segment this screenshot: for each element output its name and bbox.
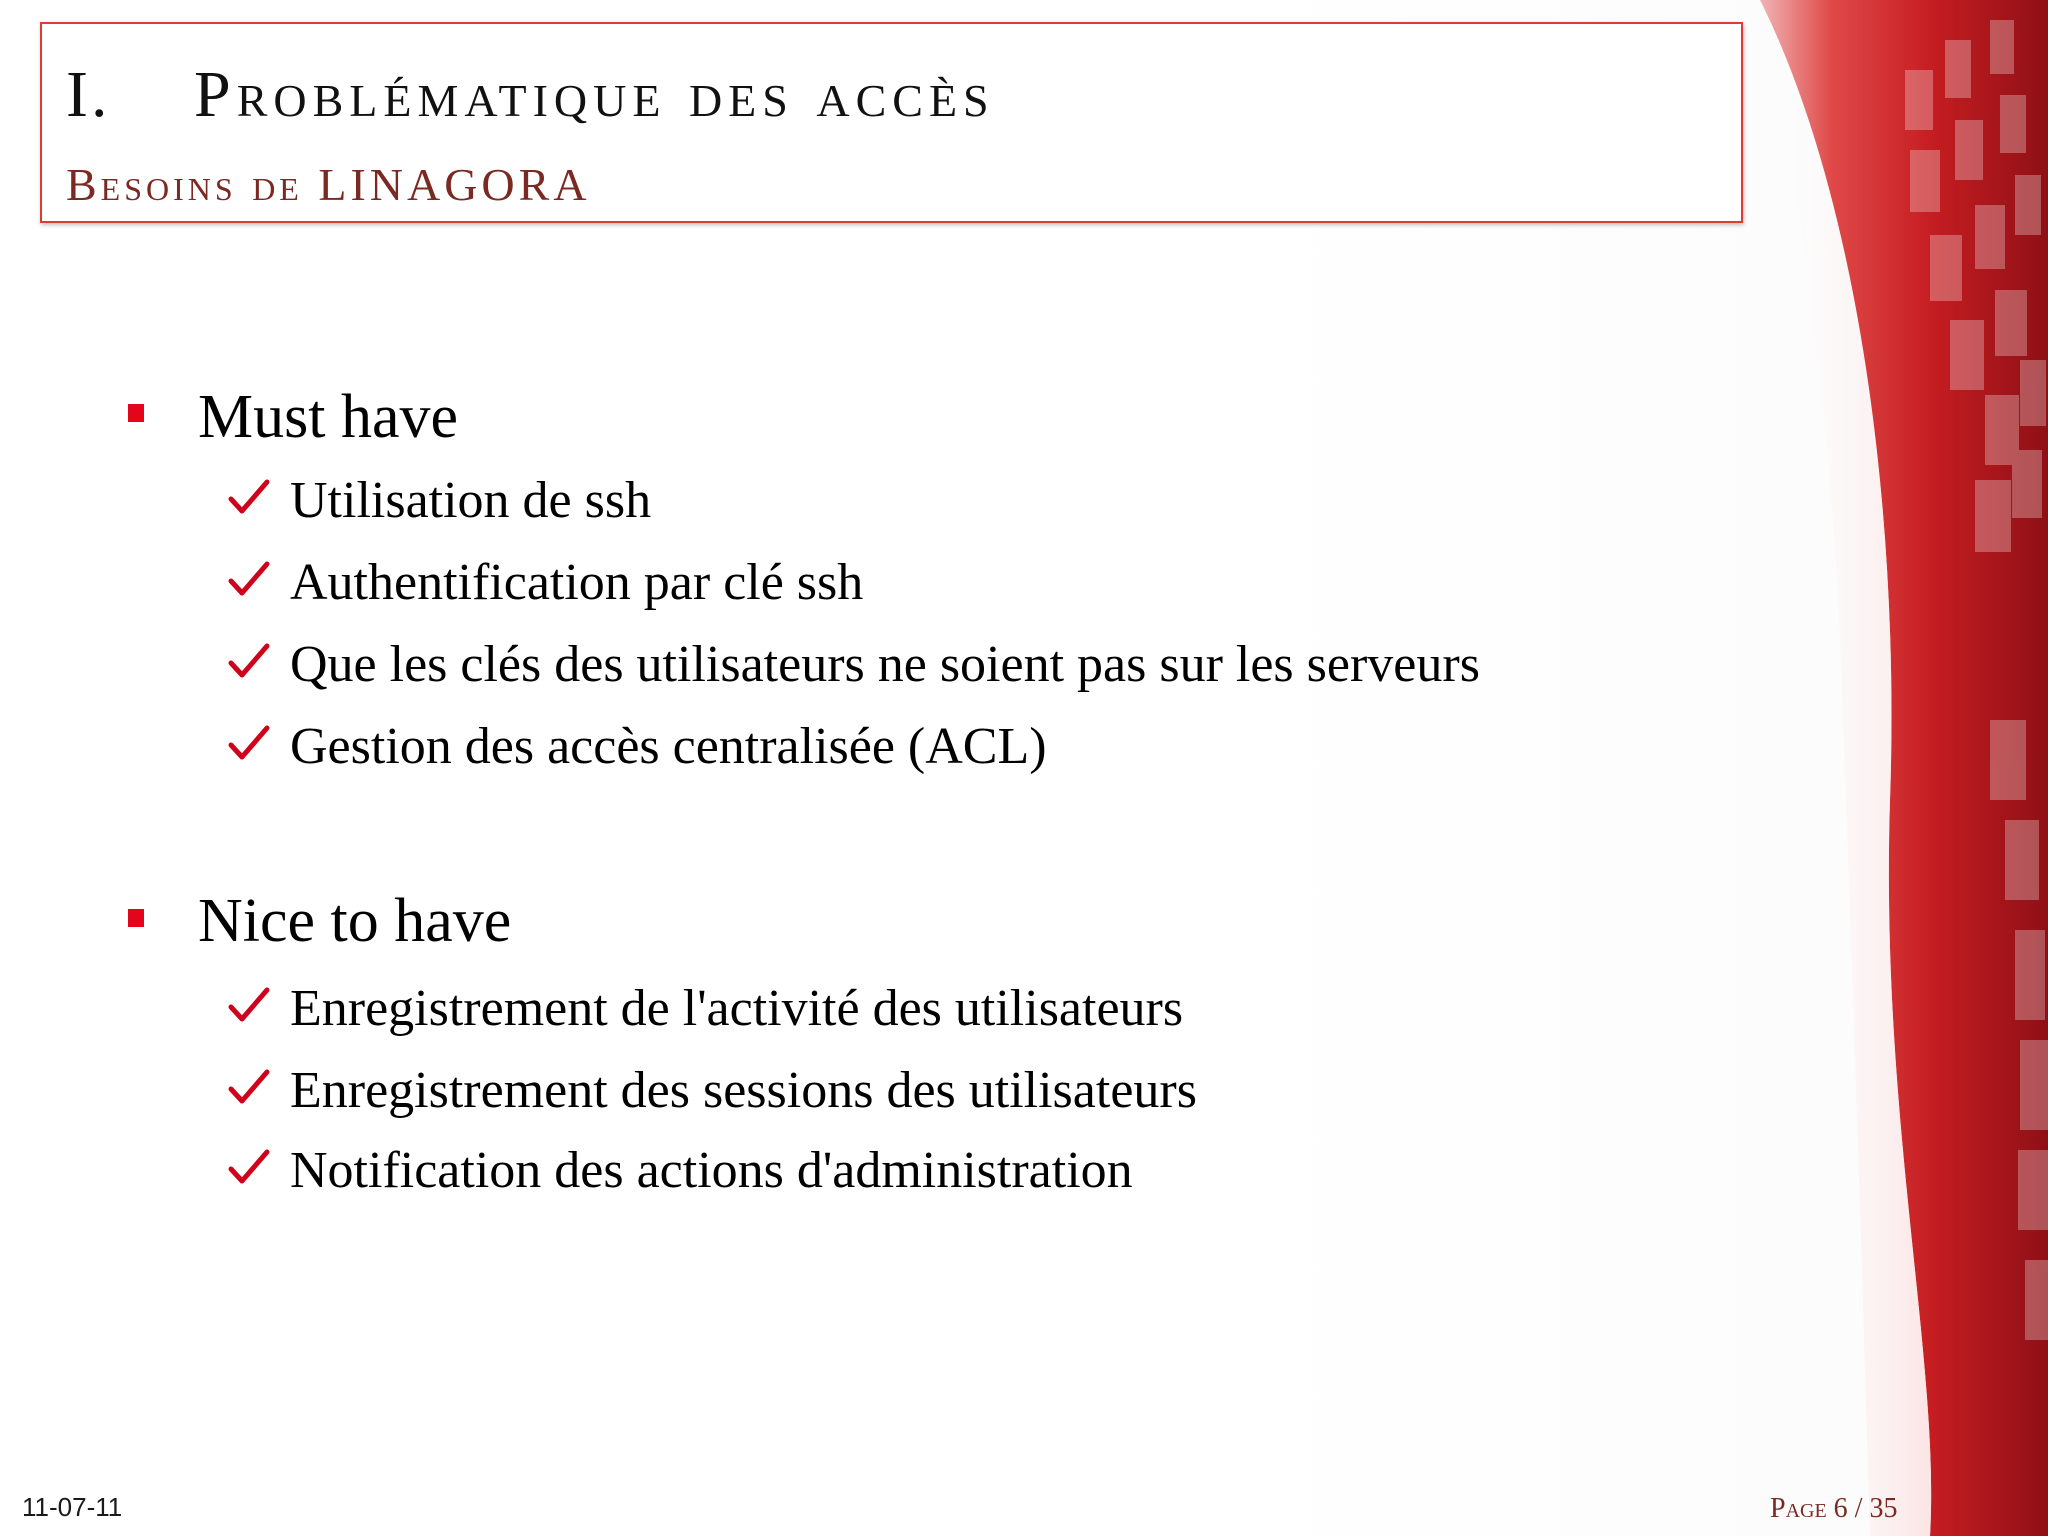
checkmark-icon	[228, 1147, 270, 1187]
list-item-text: Utilisation de ssh	[290, 472, 652, 529]
page-number: Page 6 / 35	[1770, 1493, 1898, 1524]
checkmark-icon	[228, 1067, 270, 1107]
checkmark-icon	[228, 985, 270, 1025]
checkmark-icon	[228, 723, 270, 763]
list-item-text: Enregistrement des sessions des utilisateurs	[290, 1062, 1197, 1119]
list-item-text: Enregistrement de l'activité des utilisateurs	[290, 980, 1184, 1037]
section-heading: Must have	[198, 383, 459, 451]
checkmark-icon	[228, 477, 270, 517]
title-box	[40, 22, 1743, 223]
square-bullet-icon	[128, 909, 144, 927]
list-item-text: Que les clés des utilisateurs ne soient pas sur les serveurs	[290, 636, 1480, 693]
list-item-text: Gestion des accès centralisée (ACL)	[290, 718, 1047, 775]
list-item-text: Authentification par clé ssh	[290, 554, 864, 611]
slide-title: Problématique des accès	[194, 58, 995, 131]
checkmark-icon	[228, 559, 270, 599]
section-heading: Nice to have	[198, 887, 512, 955]
section-number: I.	[66, 58, 111, 131]
checkmark-icon	[228, 641, 270, 681]
slide-subtitle: Besoins de LINAGORA	[66, 159, 591, 210]
list-item-text: Notification des actions d'administration	[290, 1142, 1133, 1199]
footer-date: 11-07-11	[22, 1492, 123, 1522]
square-bullet-icon	[128, 404, 144, 422]
